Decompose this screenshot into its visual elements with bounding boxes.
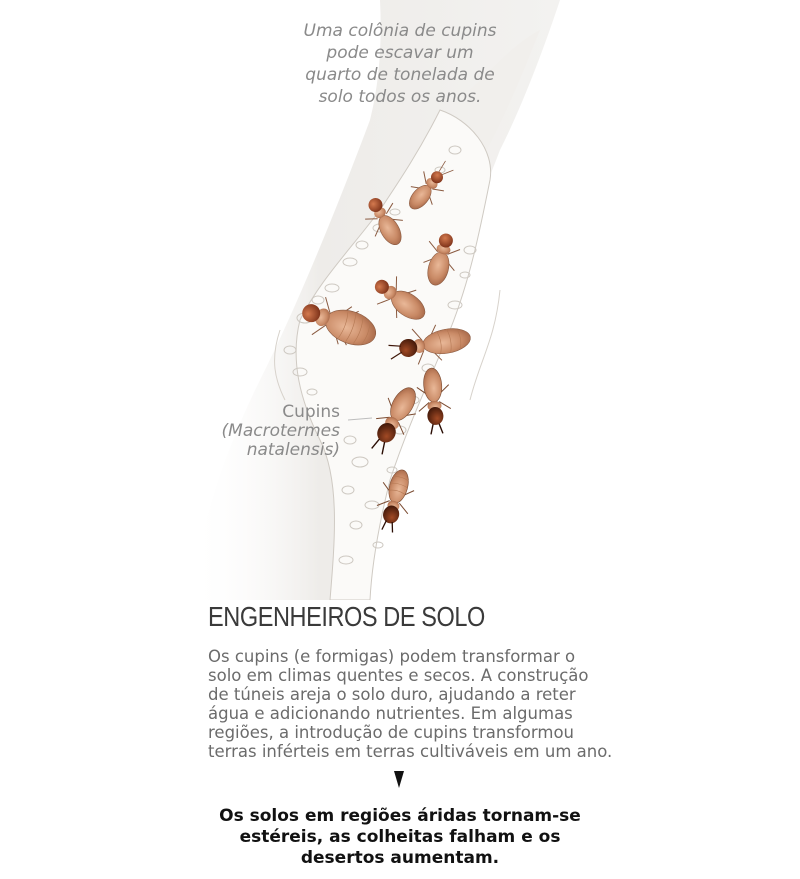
section-body-line: terras inférteis em terras cultiváveis em um ano. [208,742,613,761]
section-body-line: de túneis areja o solo duro, ajudando a reter [208,685,576,704]
colony-annotation [290,20,510,108]
conclusion-line: Os solos em regiões áridas tornam-se [219,806,581,826]
conclusion-statement [200,806,600,869]
termite-scientific-name-line: (Macrotermes [221,421,340,441]
conclusion-line: estéreis, as colheitas falham e os [239,827,561,847]
termite-common-name: Cupins [282,402,340,422]
section-body [208,647,613,761]
section-body-line: água e adicionando nutrientes. Em algumas [208,704,573,723]
section-body-line: regiões, a introdução de cupins transformou [208,723,574,742]
colony-annotation-line: solo todos os anos. [318,87,482,107]
section-body-line: solo em climas quentes e secos. A construção [208,666,589,685]
colony-annotation-line: pode escavar um [326,43,474,63]
conclusion-line: desertos aumentam. [300,848,500,868]
colony-annotation-line: Uma colônia de cupins [303,21,497,41]
section-title: ENGENHEIROS DE SOLO [208,601,485,632]
section-body-line: Os cupins (e formigas) podem transformar o [208,647,576,666]
colony-annotation-line: quarto de tonelada de [305,65,495,85]
arrow-down-icon [394,771,404,788]
termite-scientific-name-line: natalensis) [246,440,340,460]
termite-species-label [180,403,340,460]
